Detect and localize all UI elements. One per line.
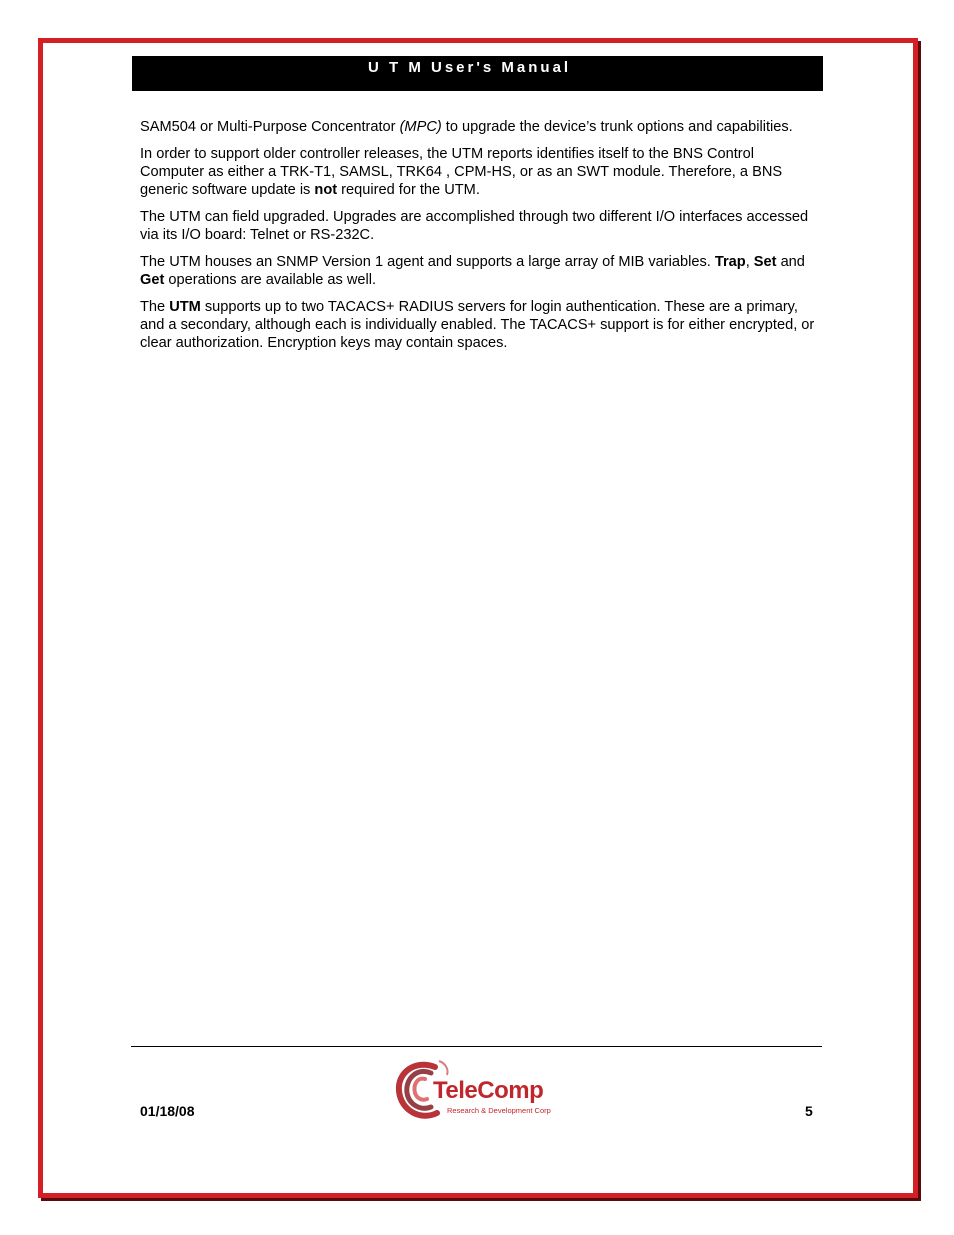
logo-tagline: Research & Development Corp [447, 1106, 551, 1115]
paragraph-3: The UTM can field upgraded. Upgrades are accomplished through two different I/O interfaces accessed via its I/O board: Telnet or RS-232C. [140, 209, 809, 243]
page-number: 5 [805, 1103, 813, 1119]
paragraph-1: SAM504 or Multi-Purpose Concentrator (MPC) to upgrade the device’s trunk options and capabilities. [140, 119, 793, 135]
footer-date: 01/18/08 [140, 1103, 195, 1119]
paragraph-5: The UTM supports up to two TACACS+ RADIUS servers for login authentication. These are a primary, and a secondary, although each is individually enabled. The TACACS+ support is for either encrypted, or clear authorization. Encryption keys may contain spaces. [140, 299, 815, 351]
manual-title: U T M User's Manual [368, 59, 572, 76]
logo-name: TeleComp [433, 1077, 544, 1104]
footer-rule [131, 1046, 822, 1047]
paragraph-4: The UTM houses an SNMP Version 1 agent and supports a large array of MIB variables. Trap, Set and Get operations are available as well. [140, 254, 805, 288]
paragraph-2: In order to support older controller releases, the UTM reports identifies itself to the BNS Control Computer as either a TRK-T1, SAMSL, TRK64 , CPM-HS, or as an SWT module. Therefore, a BNS generic software update is not required for the UTM. [140, 146, 783, 198]
telecomp-logo [395, 1055, 575, 1125]
header-bar [132, 56, 823, 91]
body-text [140, 118, 820, 361]
